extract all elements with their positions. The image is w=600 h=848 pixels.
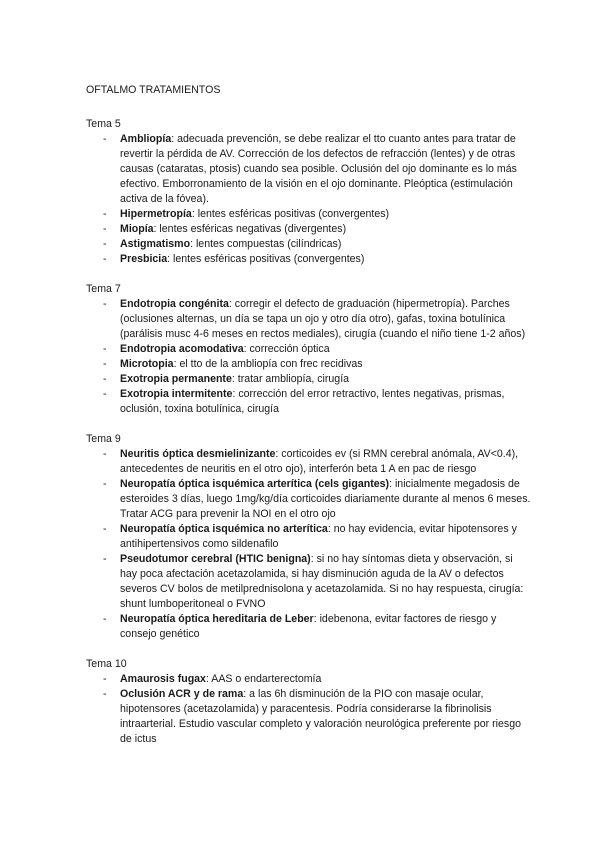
document-title: OFTALMO TRATAMIENTOS bbox=[86, 84, 221, 96]
item-term: Endotropia congénita bbox=[120, 298, 229, 310]
dash-bullet-icon: - bbox=[103, 358, 107, 370]
sections-container bbox=[86, 117, 532, 747]
item-description: : lentes esféricas positivas (convergentes) bbox=[191, 208, 390, 220]
section-heading: Tema 9 bbox=[86, 433, 121, 445]
item-description: : inicialmente megadosis de esteroides 3 días, luego 1mg/kg/día corticoides diariamente durante al menos 6 meses. Tratar ACG para prevenir la NOI en el otro ojo bbox=[120, 478, 531, 520]
dash-bullet-icon: - bbox=[103, 238, 107, 250]
treatment-list bbox=[86, 447, 532, 642]
section-heading: Tema 10 bbox=[86, 658, 127, 670]
section-tema bbox=[86, 282, 532, 417]
dash-bullet-icon: - bbox=[103, 373, 107, 385]
list-item bbox=[86, 207, 532, 222]
dash-bullet-icon: - bbox=[103, 223, 107, 235]
dash-bullet-icon: - bbox=[103, 523, 107, 535]
list-item bbox=[86, 612, 532, 642]
item-term: Neuritis óptica desmielinizante bbox=[120, 448, 276, 460]
dash-bullet-icon: - bbox=[103, 208, 107, 220]
list-item bbox=[86, 297, 532, 342]
item-term: Hipermetropía bbox=[120, 208, 192, 220]
item-description: : AAS o endarterectomía bbox=[205, 673, 322, 685]
dash-bullet-icon: - bbox=[103, 613, 107, 625]
dash-bullet-icon: - bbox=[103, 253, 107, 265]
list-item bbox=[86, 132, 532, 207]
item-term: Endotropia acomodativa bbox=[120, 343, 244, 355]
item-term: Astigmatismo bbox=[120, 238, 191, 250]
list-item bbox=[86, 477, 532, 522]
item-description: : lentes esféricas negativas (divergentes) bbox=[153, 223, 347, 235]
item-description: : si no hay síntomas dieta y observación, si hay poca afectación acetazolamida, si hay disminución aguda de la AV o defectos severos CV bolos de metilprednisolona y acetazolamida. Si no hay respuesta, cirugía: shunt lumboperitoneal o FVNO bbox=[120, 553, 524, 610]
list-item bbox=[86, 252, 532, 267]
list-item bbox=[86, 552, 532, 612]
dash-bullet-icon: - bbox=[103, 478, 107, 490]
item-description: : a las 6h disminución de la PIO con masaje ocular, hipotensores (acetazolamida) y paracentesis. Podría considerarse la fibrinolisis intraarterial. Estudio vascular completo y valoración neurológica preferente por riesgo de ictus bbox=[120, 688, 522, 745]
item-description: : corrección óptica bbox=[243, 343, 330, 355]
dash-bullet-icon: - bbox=[103, 673, 107, 685]
section-heading: Tema 5 bbox=[86, 118, 121, 130]
list-item bbox=[86, 387, 532, 417]
list-item bbox=[86, 447, 532, 477]
item-term: Neuropatía óptica isquémica no arterítica bbox=[120, 523, 328, 535]
item-description: : corticoides ev (si RMN cerebral anómala, AV<0.4), antecedentes de neuritis en el otro ojo), interferón beta 1 A en pac de riesgo bbox=[120, 448, 519, 475]
item-description: : corregir el defecto de graduación (hipermetropía). Parches (oclusiones alternas, un día se tapa un ojo y otro día otro), gafas, toxina botulínica (parálisis musc 4-6 meses en rectos mediales), cirugía (cuando el niño tiene 1-2 años) bbox=[120, 298, 526, 340]
item-description: : no hay evidencia, evitar hipotensores y antihipertensivos como sildenafilo bbox=[120, 523, 517, 550]
item-term: Exotropia permanente bbox=[120, 373, 232, 385]
section-tema bbox=[86, 657, 532, 747]
item-term: Pseudotumor cerebral (HTIC benigna) bbox=[120, 553, 311, 565]
dash-bullet-icon: - bbox=[103, 343, 107, 355]
treatment-list bbox=[86, 132, 532, 267]
list-item bbox=[86, 672, 532, 687]
item-term: Miopía bbox=[120, 223, 154, 235]
dash-bullet-icon: - bbox=[103, 688, 107, 700]
dash-bullet-icon: - bbox=[103, 388, 107, 400]
item-term: Presbicia bbox=[120, 253, 168, 265]
item-term: Amaurosis fugax bbox=[120, 673, 206, 685]
section-tema bbox=[86, 432, 532, 642]
list-item bbox=[86, 342, 532, 357]
item-term: Oclusión ACR y de rama bbox=[120, 688, 244, 700]
item-term: Microtopia bbox=[120, 358, 174, 370]
dash-bullet-icon: - bbox=[103, 133, 107, 145]
item-description: : idebenona, evitar factores de riesgo y consejo genético bbox=[120, 613, 497, 640]
list-item bbox=[86, 687, 532, 747]
document-page bbox=[86, 83, 532, 762]
item-description: : corrección del error retractivo, lentes negativas, prismas, oclusión, toxina botulínica, cirugía bbox=[120, 388, 505, 415]
list-item bbox=[86, 237, 532, 252]
dash-bullet-icon: - bbox=[103, 553, 107, 565]
treatment-list bbox=[86, 672, 532, 747]
item-term: Neuropatía óptica isquémica arterítica (cels gigantes) bbox=[120, 478, 390, 490]
dash-bullet-icon: - bbox=[103, 448, 107, 460]
item-description: : lentes esféricas positivas (convergentes) bbox=[167, 253, 365, 265]
section-heading: Tema 7 bbox=[86, 283, 121, 295]
treatment-list bbox=[86, 297, 532, 417]
item-description: : tratar ambliopía, cirugía bbox=[231, 373, 350, 385]
list-item bbox=[86, 522, 532, 552]
item-term: Exotropia intermitente bbox=[120, 388, 233, 400]
list-item bbox=[86, 372, 532, 387]
item-description: : adecuada prevención, se debe realizar el tto cuanto antes para tratar de revertir la pérdida de AV. Corrección de los defectos de refracción (lentes) y de otras causas (cataratas, ptosis) cuando sea posible. Oclusión del ojo dominante es lo más efectivo. Emborronamiento de la visión en el ojo dominante. Pleóptica (estimulación activa de la fóvea). bbox=[120, 133, 517, 205]
dash-bullet-icon: - bbox=[103, 298, 107, 310]
list-item bbox=[86, 357, 532, 372]
item-term: Neuropatía óptica hereditaria de Leber bbox=[120, 613, 314, 625]
item-term: Ambliopía bbox=[120, 133, 172, 145]
item-description: : el tto de la ambliopía con frec recidivas bbox=[173, 358, 363, 370]
section-tema bbox=[86, 117, 532, 267]
list-item bbox=[86, 222, 532, 237]
item-description: : lentes compuestas (cilíndricas) bbox=[190, 238, 342, 250]
